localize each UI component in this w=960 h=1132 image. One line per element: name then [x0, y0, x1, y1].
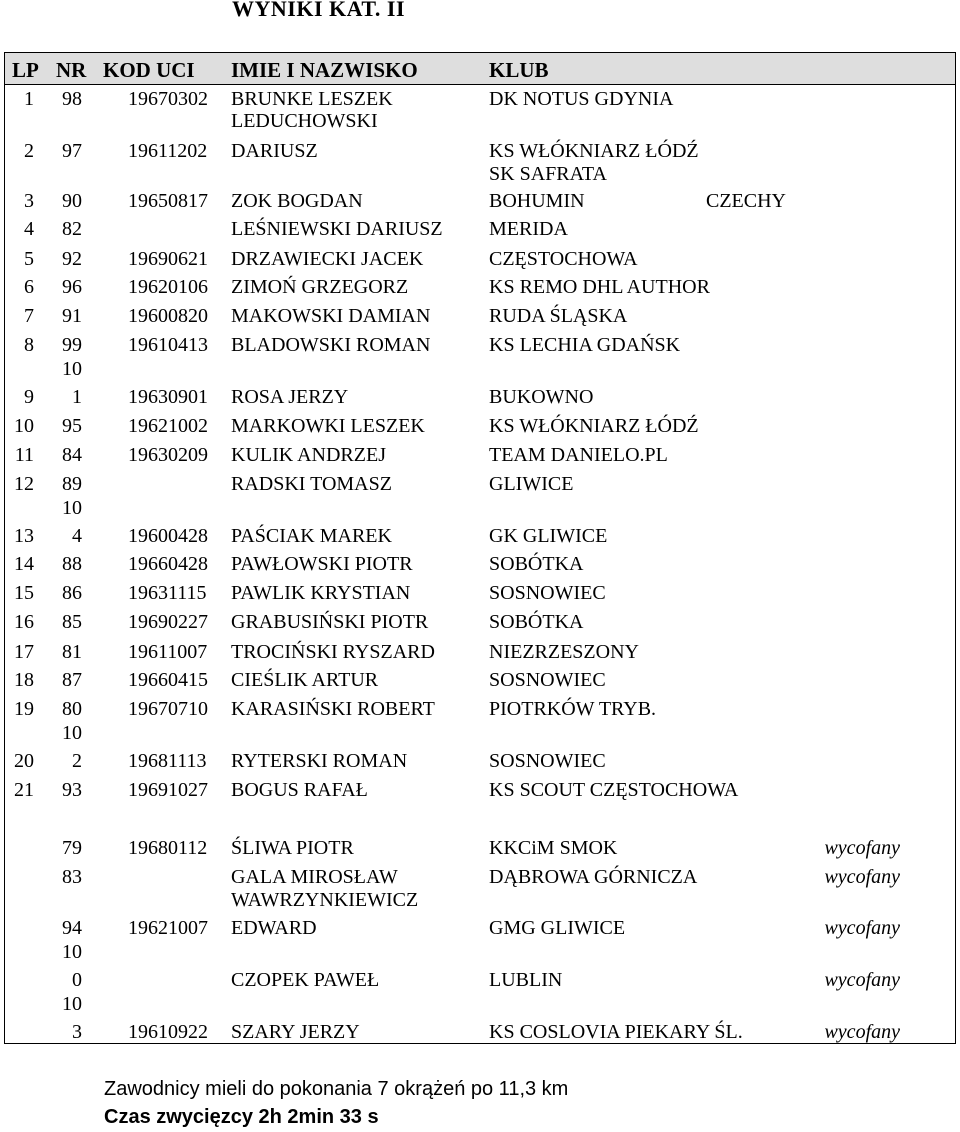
cell-lp: 4 — [24, 218, 34, 240]
cell-kod: 19670302 — [128, 88, 208, 110]
status-withdrawn: wycofany — [824, 917, 900, 939]
cell-lp: 14 — [14, 553, 34, 575]
cell-klub: SOSNOWIEC — [489, 582, 606, 604]
cell-klub: TEAM DANIELO.PL — [489, 444, 668, 466]
cell-lp: 15 — [14, 582, 34, 604]
cell-kod: 19681113 — [128, 750, 207, 772]
cell-nr: 79 — [62, 837, 82, 859]
cell-imie: DRZAWIECKI JACEK — [231, 248, 424, 270]
cell-imie: BLADOWSKI ROMAN — [231, 334, 431, 356]
cell-imie: CIEŚLIK ARTUR — [231, 669, 379, 691]
cell-imie: KARASIŃSKI ROBERT — [231, 698, 435, 720]
cell-kod: 19680112 — [128, 837, 208, 859]
cell-klub: NIEZRZESZONY — [489, 641, 639, 663]
cell-klub: KS LECHIA GDAŃSK — [489, 334, 681, 356]
cell-klub: SOSNOWIEC — [489, 750, 606, 772]
cell-nr: 89 — [62, 473, 82, 495]
cell-imie: WAWRZYNKIEWICZ — [231, 889, 419, 911]
cell-imie: ROSA JERZY — [231, 386, 349, 408]
cell-nr: 1 — [72, 386, 82, 408]
cell-imie: ZOK BOGDAN — [231, 190, 363, 212]
cell-nr: 81 — [62, 641, 82, 663]
header-klub: KLUB — [489, 58, 549, 82]
cell-lp: 13 — [14, 525, 34, 547]
cell-klub: SOBÓTKA — [489, 553, 584, 575]
cell-imie: LEŚNIEWSKI DARIUSZ — [231, 218, 443, 240]
cell-nr: 10 — [62, 941, 82, 963]
cell-kod: 19650817 — [128, 190, 208, 212]
cell-nr: 84 — [62, 444, 82, 466]
cell-kod: 19611202 — [128, 140, 208, 162]
cell-imie: CZOPEK PAWEŁ — [231, 969, 380, 991]
cell-klub: KS WŁÓKNIARZ ŁÓDŹ — [489, 140, 699, 162]
cell-imie: LEDUCHOWSKI — [231, 110, 378, 132]
cell-kod: 19630901 — [128, 386, 208, 408]
cell-lp: 7 — [24, 305, 34, 327]
cell-lp: 11 — [14, 444, 34, 466]
cell-nr: 96 — [62, 276, 82, 298]
cell-kod: 19600820 — [128, 305, 208, 327]
cell-imie: BOGUS RAFAŁ — [231, 779, 368, 801]
cell-kod: 19620106 — [128, 276, 208, 298]
cell-lp: 19 — [14, 698, 34, 720]
cell-imie: SZARY JERZY — [231, 1021, 360, 1043]
cell-imie: PAWŁOWSKI PIOTR — [231, 553, 413, 575]
cell-nr: 82 — [62, 218, 82, 240]
cell-nr: 4 — [72, 525, 82, 547]
cell-lp: 10 — [14, 415, 34, 437]
cell-klub: MERIDA — [489, 218, 568, 240]
cell-klub: GMG GLIWICE — [489, 917, 626, 939]
cell-kod: 19631115 — [128, 582, 207, 604]
cell-kod: 19610922 — [128, 1021, 208, 1043]
cell-imie: PAŚCIAK MAREK — [231, 525, 392, 547]
cell-nr: 97 — [62, 140, 82, 162]
cell-nr: 2 — [72, 750, 82, 772]
cell-klub: KKCiM SMOK — [489, 837, 618, 859]
cell-nr: 91 — [62, 305, 82, 327]
cell-klub: BOHUMIN — [489, 190, 585, 212]
cell-klub: GK GLIWICE — [489, 525, 608, 547]
cell-kod: 19670710 — [128, 698, 208, 720]
cell-kod: 19690227 — [128, 611, 208, 633]
cell-lp: 3 — [24, 190, 34, 212]
cell-nr: 93 — [62, 779, 82, 801]
cell-lp: 18 — [14, 669, 34, 691]
cell-nr: 10 — [62, 722, 82, 744]
cell-klub: RUDA ŚLĄSKA — [489, 305, 628, 327]
cell-imie: GRABUSIŃSKI PIOTR — [231, 611, 429, 633]
cell-klub: SOSNOWIEC — [489, 669, 606, 691]
cell-lp: 20 — [14, 750, 34, 772]
cell-klub: SK SAFRATA — [489, 163, 607, 185]
cell-lp: 17 — [14, 641, 34, 663]
cell-klub: LUBLIN — [489, 969, 563, 991]
page-title: WYNIKI KAT. II — [232, 0, 406, 21]
cell-lp: 6 — [24, 276, 34, 298]
header-kod: KOD UCI — [103, 58, 195, 82]
status-withdrawn: wycofany — [824, 866, 900, 888]
cell-nr: 10 — [62, 358, 82, 380]
cell-imie: MAKOWSKI DAMIAN — [231, 305, 431, 327]
cell-klub: SOBÓTKA — [489, 611, 584, 633]
cell-klub: DK NOTUS GDYNIA — [489, 88, 674, 110]
cell-nr: 87 — [62, 669, 82, 691]
cell-lp: 12 — [14, 473, 34, 495]
cell-kod: 19611007 — [128, 641, 208, 663]
cell-nr: 86 — [62, 582, 82, 604]
cell-nr: 10 — [62, 993, 82, 1015]
cell-nr: 99 — [62, 334, 82, 356]
cell-lp: 5 — [24, 248, 34, 270]
cell-nr: 0 — [72, 969, 82, 991]
cell-imie: ŚLIWA PIOTR — [231, 837, 354, 859]
header-lp: LP — [12, 58, 39, 82]
cell-kod: 19600428 — [128, 525, 208, 547]
footer-laps: Zawodnicy mieli do pokonania 7 okrążeń po 11,3 km — [104, 1078, 569, 1100]
status-withdrawn: wycofany — [824, 837, 900, 859]
cell-kod: 19660415 — [128, 669, 208, 691]
cell-klub: KS COSLOVIA PIEKARY ŚL. — [489, 1021, 743, 1043]
cell-imie: BRUNKE LESZEK — [231, 88, 393, 110]
status-withdrawn: wycofany — [824, 969, 900, 991]
cell-imie: ZIMOŃ GRZEGORZ — [231, 276, 409, 298]
cell-imie: KULIK ANDRZEJ — [231, 444, 386, 466]
cell-imie: RADSKI TOMASZ — [231, 473, 392, 495]
cell-nr: 83 — [62, 866, 82, 888]
cell-imie: GALA MIROSŁAW — [231, 866, 398, 888]
cell-kod: 19621002 — [128, 415, 208, 437]
cell-nr: 92 — [62, 248, 82, 270]
cell-imie: TROCIŃSKI RYSZARD — [231, 641, 435, 663]
cell-klub: GLIWICE — [489, 473, 574, 495]
cell-nr: 90 — [62, 190, 82, 212]
footer-winner-time: Czas zwycięzcy 2h 2min 33 s — [104, 1106, 379, 1128]
cell-imie: DARIUSZ — [231, 140, 318, 162]
cell-imie: RYTERSKI ROMAN — [231, 750, 408, 772]
cell-klub: CZĘSTOCHOWA — [489, 248, 638, 270]
cell-lp: 9 — [24, 386, 34, 408]
cell-klub: BUKOWNO — [489, 386, 594, 408]
cell-imie: EDWARD — [231, 917, 317, 939]
cell-lp: 8 — [24, 334, 34, 356]
cell-kod: 19630209 — [128, 444, 208, 466]
cell-imie: PAWLIK KRYSTIAN — [231, 582, 411, 604]
cell-nr: 10 — [62, 497, 82, 519]
cell-klub: PIOTRKÓW TRYB. — [489, 698, 657, 720]
cell-nr: 88 — [62, 553, 82, 575]
cell-kod: 19691027 — [128, 779, 208, 801]
cell-kod: 19690621 — [128, 248, 208, 270]
cell-lp: 1 — [24, 88, 34, 110]
cell-nr: 3 — [72, 1021, 82, 1043]
cell-kod: 19610413 — [128, 334, 208, 356]
cell-kod: 19660428 — [128, 553, 208, 575]
cell-nr: 94 — [62, 917, 82, 939]
cell-lp: 21 — [14, 779, 34, 801]
cell-lp: 16 — [14, 611, 34, 633]
cell-nr: 80 — [62, 698, 82, 720]
cell-nr: 95 — [62, 415, 82, 437]
cell-lp: 2 — [24, 140, 34, 162]
cell-country: CZECHY — [706, 190, 786, 212]
cell-klub: KS WŁÓKNIARZ ŁÓDŹ — [489, 415, 699, 437]
cell-kod: 19621007 — [128, 917, 208, 939]
cell-imie: MARKOWKI LESZEK — [231, 415, 425, 437]
cell-nr: 85 — [62, 611, 82, 633]
cell-nr: 98 — [62, 88, 82, 110]
cell-klub: KS SCOUT CZĘSTOCHOWA — [489, 779, 739, 801]
cell-klub: DĄBROWA GÓRNICZA — [489, 866, 698, 888]
cell-klub: KS REMO DHL AUTHOR — [489, 276, 710, 298]
header-nr: NR — [56, 58, 87, 82]
status-withdrawn: wycofany — [824, 1021, 900, 1043]
header-imie: IMIE I NAZWISKO — [231, 58, 418, 82]
